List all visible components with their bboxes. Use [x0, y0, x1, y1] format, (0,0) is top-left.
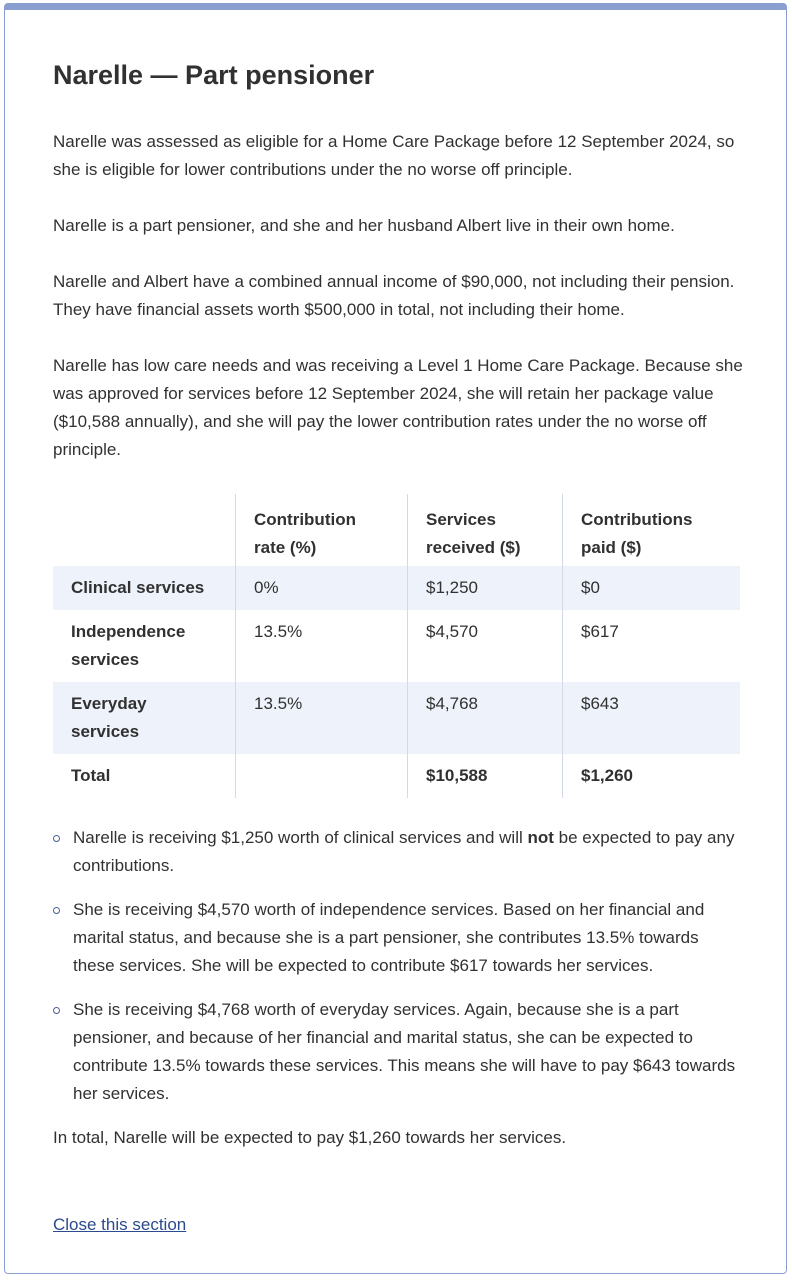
paragraph-income: Narelle and Albert have a combined annual income of $90,000, not including their pension. They have financial assets worth $500,000 in total, not including their home.	[53, 272, 735, 319]
table-row	[53, 566, 740, 610]
list-item-text-end: be expected to pay any contributions.	[73, 828, 735, 875]
list-item	[53, 896, 743, 980]
explanation-list	[53, 824, 743, 1124]
row-label: Clinical services	[53, 566, 236, 610]
row-label: Everyday services	[53, 682, 236, 754]
row-services: $10,588	[408, 754, 563, 798]
row-paid: $0	[563, 566, 741, 610]
row-services: $1,250	[408, 566, 563, 610]
list-item-text-start: Narelle is receiving $1,250 worth of clinical services and will	[73, 828, 528, 847]
table-header-paid: Contributions paid ($)	[563, 494, 741, 566]
row-label: Total	[71, 766, 111, 785]
list-item	[53, 824, 743, 880]
paragraph-living: Narelle is a part pensioner, and she and her husband Albert live in their own home.	[53, 216, 675, 235]
list-item-text: She is receiving $4,570 worth of independence services. Based on her financial and marital status, and because she is a part pensioner, she contributes 13.5% towards these services. She will be expected to contribute $617 towards her services.	[73, 900, 705, 975]
list-item-emphasis: not	[527, 828, 554, 847]
summary-text: In total, Narelle will be expected to pay $1,260 towards her services.	[53, 1128, 567, 1147]
close-section-link[interactable]: Close this section	[53, 1215, 187, 1234]
table-row	[53, 610, 740, 682]
contributions-table	[53, 494, 740, 798]
list-item	[53, 996, 743, 1108]
row-paid: $617	[563, 610, 741, 682]
row-paid: $643	[563, 682, 741, 754]
table-header-rate: Contribution rate (%)	[236, 494, 408, 566]
table-row-total	[53, 754, 740, 798]
row-services: $4,570	[408, 610, 563, 682]
row-services: $4,768	[408, 682, 563, 754]
row-paid: $1,260	[563, 754, 741, 798]
section-title: Narelle — Part pensioner	[53, 60, 375, 90]
table-header-services: Services received ($)	[408, 494, 563, 566]
circle-bullet-icon	[53, 907, 60, 914]
paragraph-care-needs: Narelle has low care needs and was receiving a Level 1 Home Care Package. Because she was approved for services before 12 September 2024, she will retain her package value ($10,588 annually), and she will pay the lower contribution rates under the no worse off principle.	[53, 356, 743, 459]
table-header-blank	[53, 494, 236, 566]
table-row	[53, 682, 740, 754]
circle-bullet-icon	[53, 835, 60, 842]
row-rate: 0%	[236, 566, 408, 610]
row-label: Independence services	[71, 622, 186, 669]
list-item-text: She is receiving $4,768 worth of everyday services. Again, because she is a part pensioner, and because of her financial and marital status, she can be expected to contribute 13.5% towards these services. This means she will have to pay $643 towards her services.	[73, 1000, 736, 1103]
row-rate	[236, 754, 408, 798]
accordion-panel	[4, 3, 787, 1274]
table-header-row	[53, 494, 740, 566]
circle-bullet-icon	[53, 1007, 60, 1014]
row-rate: 13.5%	[236, 682, 408, 754]
paragraph-eligibility: Narelle was assessed as eligible for a Home Care Package before 12 September 2024, so she is eligible for lower contributions under the no worse off principle.	[53, 132, 735, 179]
row-rate: 13.5%	[236, 610, 408, 682]
